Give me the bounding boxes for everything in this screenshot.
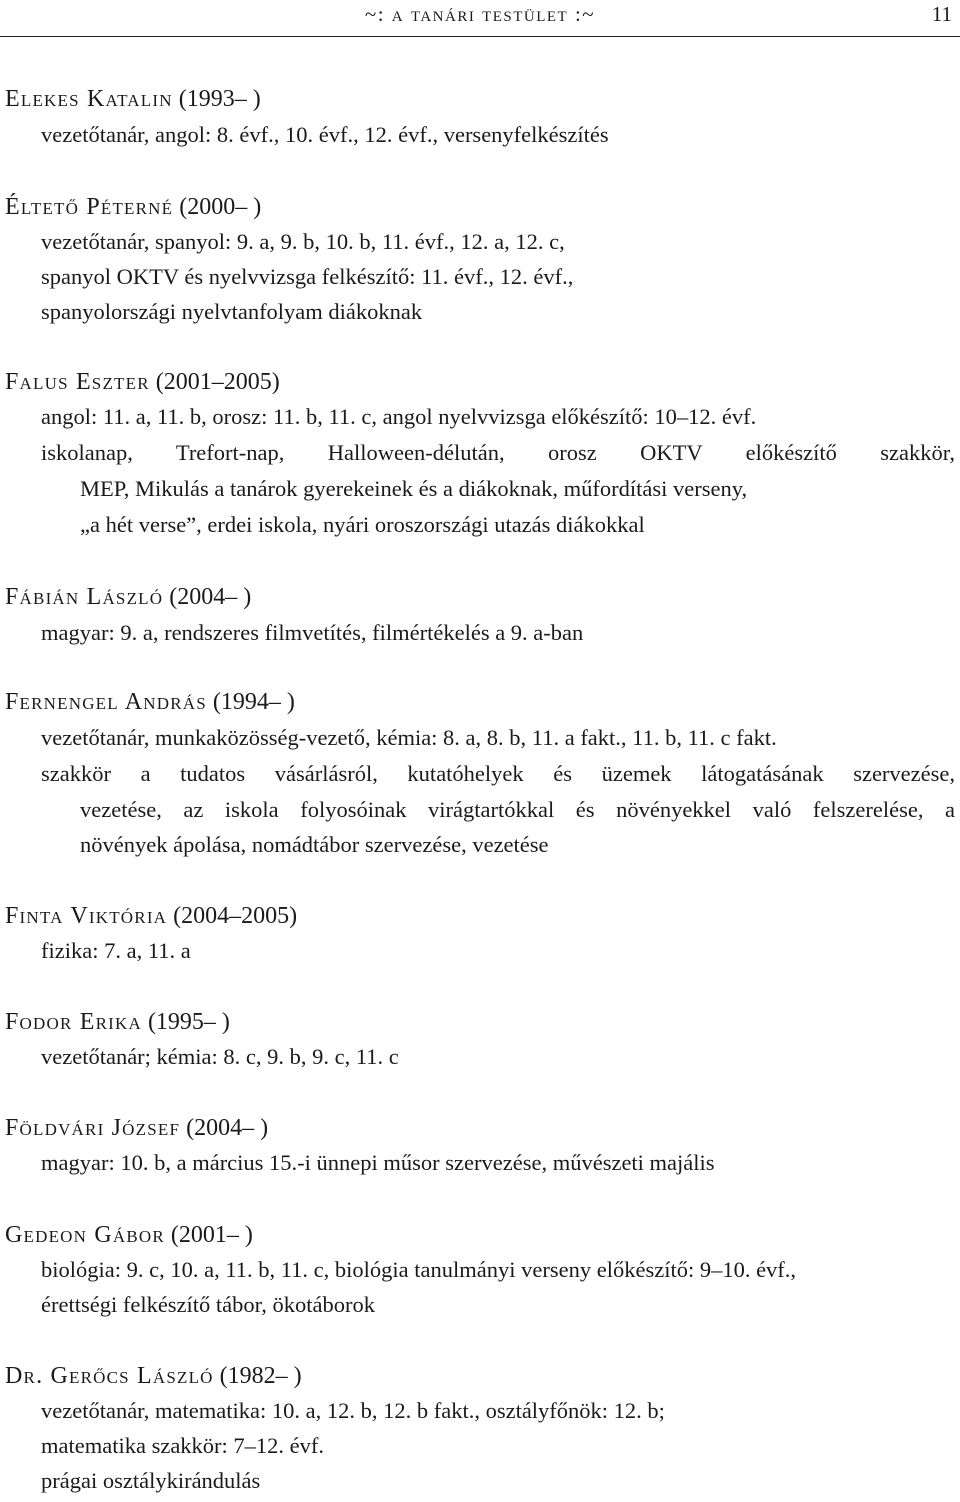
staff-years: (1995– ) bbox=[147, 1009, 230, 1035]
staff-name: Földvári József bbox=[5, 1115, 181, 1141]
entry-line: spanyol OKTV és nyelvvizsga felkészítő: 11. évf., 12. évf., bbox=[41, 264, 574, 289]
staff-name: Finta Viktória bbox=[5, 903, 168, 929]
entry-heading bbox=[5, 1114, 268, 1142]
entry-line: prágai osztálykirándulás bbox=[41, 1468, 261, 1493]
entry-line: vezetőtanár, spanyol: 9. a, 9. b, 10. b, 11. évf., 12. a, 12. c, bbox=[41, 229, 565, 254]
entry-heading bbox=[5, 1362, 302, 1390]
staff-name: Fernengel András bbox=[5, 689, 207, 715]
entry-line: vezetőtanár, munkaközösség-vezető, kémia: 8. a, 8. b, 11. a fakt., 11. b, 11. c fakt. bbox=[41, 725, 777, 750]
staff-name: Elekes Katalin bbox=[5, 86, 173, 112]
entry-line: érettségi felkészítő tábor, ökotáborok bbox=[41, 1292, 375, 1317]
staff-name: Éltető Péterné bbox=[5, 194, 174, 220]
entry-line: matematika szakkör: 7–12. évf. bbox=[41, 1433, 325, 1458]
entry-line: magyar: 9. a, rendszeres filmvetítés, filmértékelés a 9. a-ban bbox=[41, 620, 584, 645]
staff-name: Falus Eszter bbox=[5, 369, 150, 395]
entry-line: vezetése, az iskola folyosóinak virágtartókkal és növényekkel való felszerelése, a bbox=[80, 797, 955, 822]
entry-heading bbox=[5, 1221, 253, 1249]
staff-years: (2000– ) bbox=[179, 194, 262, 220]
entry-line: angol: 11. a, 11. b, orosz: 11. b, 11. c, angol nyelvvizsga előkészítő: 10–12. évf. bbox=[41, 404, 757, 429]
staff-years: (1994– ) bbox=[212, 689, 295, 715]
staff-years: (2004– ) bbox=[186, 1115, 269, 1141]
entry-heading bbox=[5, 368, 280, 396]
header-title: ~: a tanári testület :~ bbox=[364, 2, 596, 26]
entry-line: biológia: 9. c, 10. a, 11. b, 11. c, biológia tanulmányi verseny előkészítő: 9–10. évf., bbox=[41, 1257, 797, 1282]
staff-name: Fodor Erika bbox=[5, 1009, 142, 1035]
entry-line: vezetőtanár; kémia: 8. c, 9. b, 9. c, 11. c bbox=[41, 1044, 399, 1069]
staff-years: (1993– ) bbox=[178, 86, 261, 112]
entry-line: „a hét verse”, erdei iskola, nyári oroszországi utazás diákokkal bbox=[80, 512, 645, 537]
entry-heading bbox=[5, 902, 297, 930]
staff-years: (2004– ) bbox=[169, 584, 252, 610]
entry-heading bbox=[5, 583, 251, 611]
staff-years: (2004–2005) bbox=[173, 903, 298, 929]
entry-heading bbox=[5, 1008, 230, 1036]
entry-line: spanyolországi nyelvtanfolyam diákoknak bbox=[41, 299, 423, 324]
staff-name: Fábián László bbox=[5, 584, 164, 610]
running-header bbox=[0, 0, 960, 36]
entry-line: vezetőtanár, matematika: 10. a, 12. b, 12. b fakt., osztályfőnök: 12. b; bbox=[41, 1398, 665, 1423]
header-rule bbox=[0, 36, 960, 37]
staff-years: (2001– ) bbox=[170, 1222, 253, 1248]
entry-heading bbox=[5, 688, 295, 716]
staff-years: (1982– ) bbox=[219, 1363, 302, 1389]
entry-heading bbox=[5, 85, 261, 113]
entry-line: fizika: 7. a, 11. a bbox=[41, 938, 191, 963]
staff-years: (2001–2005) bbox=[155, 369, 280, 395]
entry-heading bbox=[5, 193, 261, 221]
entry-line: magyar: 10. b, a március 15.-i ünnepi műsor szervezése, művészeti majális bbox=[41, 1150, 715, 1175]
entry-line: szakkör a tudatos vásárlásról, kutatóhelyek és üzemek látogatásának szervezése, bbox=[41, 761, 955, 786]
staff-name: Gedeon Gábor bbox=[5, 1222, 165, 1248]
entry-line: növények ápolása, nomádtábor szervezése, vezetése bbox=[80, 832, 549, 857]
entry-line: iskolanap, Trefort-nap, Halloween-délután, orosz OKTV előkészítő szakkör, bbox=[41, 440, 955, 465]
staff-name: Dr. Gerőcs László bbox=[5, 1363, 214, 1389]
entry-line: vezetőtanár, angol: 8. évf., 10. évf., 12. évf., versenyfelkészítés bbox=[41, 122, 609, 147]
entry-line: MEP, Mikulás a tanárok gyerekeinek és a diákoknak, műfordítási verseny, bbox=[80, 476, 748, 501]
page-number: 11 bbox=[931, 2, 952, 26]
